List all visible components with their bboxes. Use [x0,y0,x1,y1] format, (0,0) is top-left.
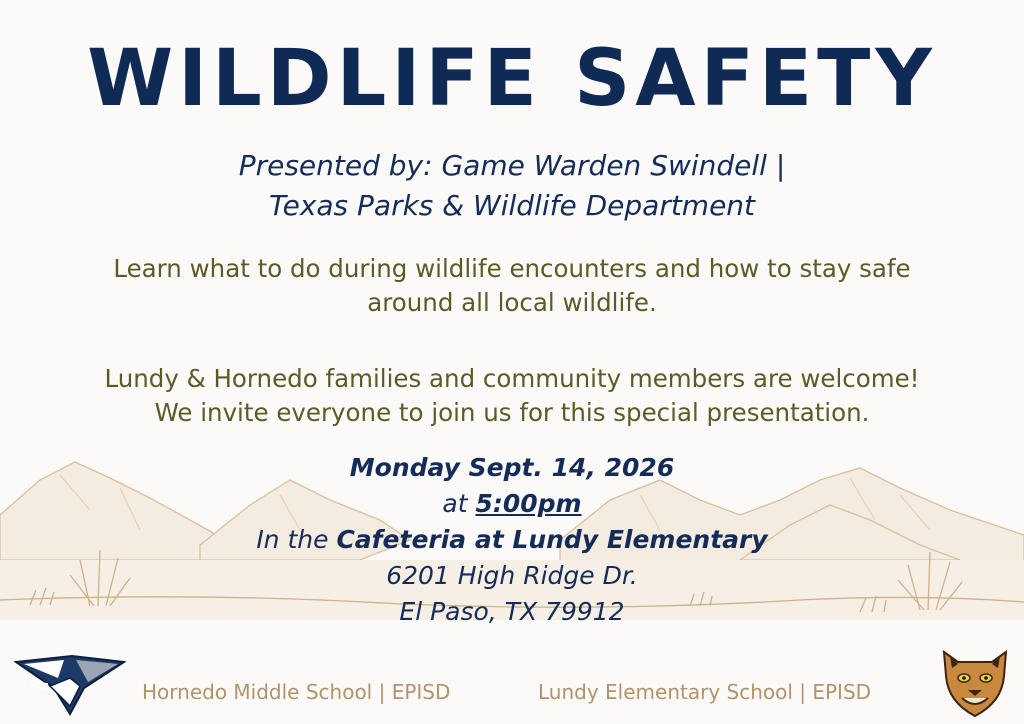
event-details [0,450,1024,630]
presenter-line-2: Texas Parks & Wildlife Department [268,189,756,222]
event-time-line [0,486,1024,522]
event-address-line-1: 6201 High Ridge Dr. [386,561,638,590]
footer-lundy-school: Lundy Elementary School | EPISD [538,680,872,704]
footer-hornedo-school: Hornedo Middle School | EPISD [142,680,451,704]
event-location-line [0,522,1024,558]
event-location-prefix: In the [256,525,337,554]
event-location: Cafeteria at Lundy Elementary [336,525,768,554]
page-title: WILDLIFE SAFETY [87,34,937,124]
presenter-line-1: Presented by: Game Warden Swindell | [238,149,786,182]
description-line: around all local wildlife. [367,288,657,317]
hornedo-hawk-logo-icon [14,654,126,716]
event-time: 5:00pm [475,489,582,518]
description-paragraph-1 [0,252,1024,320]
presenter-info [0,146,1024,226]
description-line: We invite everyone to join us for this special presentation. [154,398,870,427]
event-address-line-2: El Paso, TX 79912 [399,597,625,626]
description-line: Lundy & Hornedo families and community members are welcome! [104,364,920,393]
description-line: Learn what to do during wildlife encounters and how to stay safe [113,254,911,283]
description-paragraph-2 [0,362,1024,430]
event-time-prefix: at [442,489,476,518]
event-date: Monday Sept. 14, 2026 [349,453,675,482]
cougar-mascot-icon [936,646,1014,720]
